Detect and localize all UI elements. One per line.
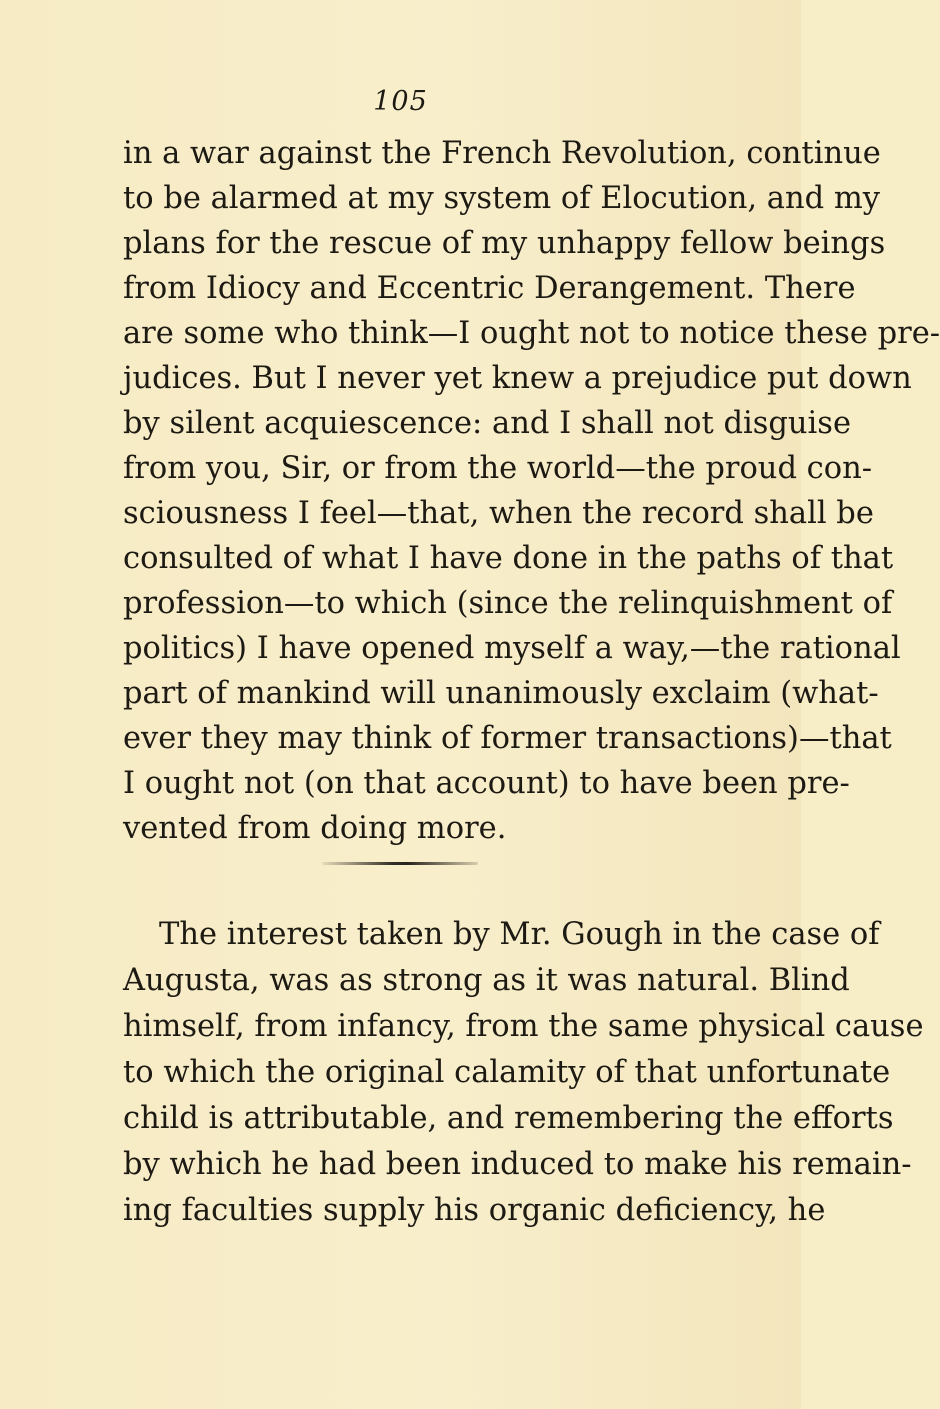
- text-line: himself, from infancy, from the same physical cause: [123, 1009, 924, 1044]
- text-line: ever they may think of former transactions)—that: [123, 721, 892, 756]
- text-line: Augusta, was as strong as it was natural. Blind: [123, 963, 850, 998]
- text-line: by silent acquiescence: and I shall not disguise: [123, 406, 852, 441]
- text-line: in a war against the French Revolution, continue: [123, 136, 881, 171]
- text-line: child is attributable, and remembering the efforts: [123, 1101, 894, 1136]
- text-line: are some who think—I ought not to notice these pre-: [123, 316, 940, 351]
- text-line: The interest taken by Mr. Gough in the case of: [159, 917, 880, 952]
- text-line: politics) I have opened myself a way,—the rational: [123, 631, 901, 666]
- text-line: judices. But I never yet knew a prejudice put down: [123, 361, 912, 396]
- text-line: plans for the rescue of my unhappy fellow beings: [123, 226, 886, 261]
- text-line: profession—to which (since the relinquishment of: [123, 586, 893, 621]
- text-line: consulted of what I have done in the paths of that: [123, 541, 894, 576]
- text-line: to be alarmed at my system of Elocution, and my: [123, 181, 880, 216]
- page-number: 105: [373, 86, 428, 117]
- section-divider: [322, 862, 478, 865]
- text-line: from Idiocy and Eccentric Derangement. There: [123, 271, 856, 306]
- text-line: to which the original calamity of that unfortunate: [123, 1055, 891, 1090]
- text-line: vented from doing more.: [123, 811, 507, 846]
- text-line: from you, Sir, or from the world—the proud con-: [123, 451, 873, 486]
- text-line: I ought not (on that account) to have been pre-: [123, 766, 850, 801]
- text-line: sciousness I feel—that, when the record shall be: [123, 496, 874, 531]
- text-line: part of mankind will unanimously exclaim (what-: [123, 676, 879, 711]
- text-line: by which he had been induced to make his remain-: [123, 1147, 912, 1182]
- text-line: ing faculties supply his organic deficiency, he: [123, 1193, 826, 1228]
